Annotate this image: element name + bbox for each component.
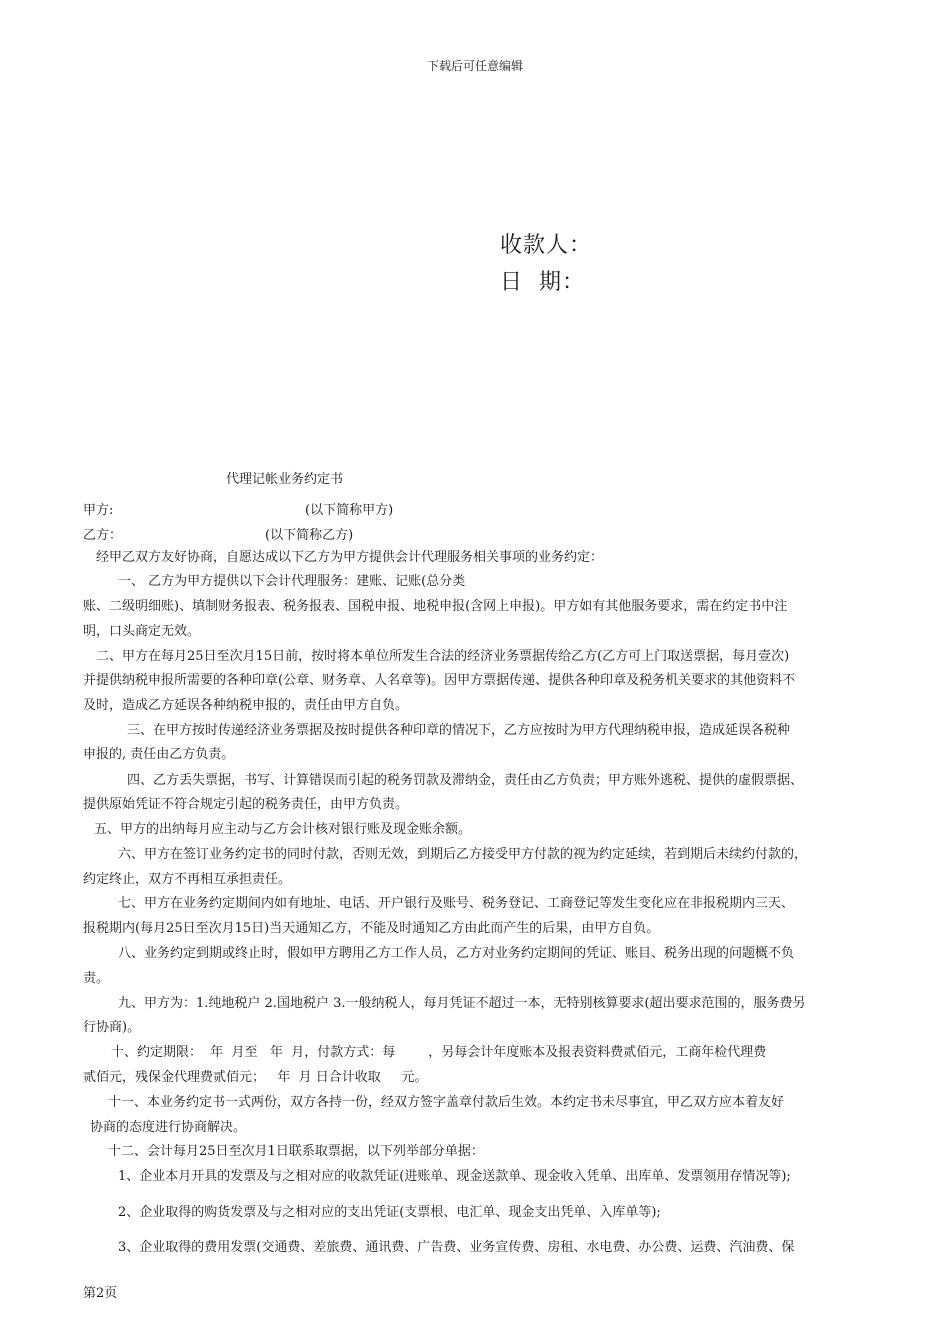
clause-11-line: 协商的态度进行协商解决。 xyxy=(90,1120,247,1135)
clause-2-line: 并提供纳税申报所需要的各种印章(公章、财务章、人名章等)。因甲方票据传递、提供各种印章及税务机关要求的其他资料不 xyxy=(83,673,796,688)
party-a-suffix: (以下简称甲方) xyxy=(305,503,394,518)
clause-12-line: 十二、会计每月25日至次月1日联系取票据，以下列举部分单据： xyxy=(108,1144,484,1159)
party-a-label: 甲方: xyxy=(83,503,114,518)
clause-8-line: 八、业务约定到期或终止时，假如甲方聘用乙方工作人员，乙方对业务约定期间的凭证、账目、税务出现的问题概不负 xyxy=(118,946,795,961)
clause-6-line: 六、甲方在签订业务约定书的同时付款，否则无效，到期后乙方接受甲方付款的视为约定延续，若到期后未续约付款的， xyxy=(118,847,808,862)
clause-9-line: 行协商)。 xyxy=(83,1020,141,1035)
clause-1-line: 账、二级明细账)、填制财务报表、税务报表、国税申报、地税申报(含网上申报)。甲方如有其他服务要求，需在约定书中注 xyxy=(83,599,788,614)
intro-line: 经甲乙双方友好协商，自愿达成以下乙方为甲方提供会计代理服务相关事项的业务约定： xyxy=(96,550,604,565)
clause-10-line: 十、约定期限： 年 月至 年 月，付款方式：每 ，另每会计年度账本及报表资料费贰佰元，工商年检代理费 xyxy=(111,1045,767,1060)
header-note: 下载后可任意编辑 xyxy=(426,59,523,73)
date-label: 日 期： xyxy=(500,270,585,295)
page-number: 第2页 xyxy=(83,1286,118,1301)
clause-7-line: 七、甲方在业务约定期间内如有地址、电话、开户银行及账号、税务登记、工商登记等发生变化应在非报税期内三天、 xyxy=(118,896,795,911)
clause-1-line: 明，口头商定无效。 xyxy=(83,624,201,639)
clause-9-line: 九、甲方为：1.纯地税户 2.国地税户 3.一般纳税人，每月凭证不超过一本，无特别核算要求(超出要求范围的，服务费另 xyxy=(118,996,806,1011)
clause-1-line: 一、 乙方为甲方提供以下会计代理服务：建账、记账(总分类 xyxy=(118,574,466,589)
clause-11-line: 十一、本业务约定书一式两份，双方各持一份，经双方签字盖章付款后生效。本约定书未尽事宜，甲乙双方应本着友好 xyxy=(108,1095,785,1110)
list-item: 3、企业取得的费用发票(交通费、差旅费、通讯费、广告费、业务宣传费、房租、水电费、办公费、运费、汽油费、保 xyxy=(118,1240,795,1255)
clause-3-line: 三、在甲方按时传递经济业务票据及按时提供各种印章的情况下，乙方应按时为甲方代理纳税申报，造成延误各税种 xyxy=(127,723,791,738)
clause-4-line: 提供原始凭证不符合规定引起的税务责任，由甲方负责。 xyxy=(83,797,409,812)
clause-5-line: 五、甲方的出纳每月应主动与乙方会计核对银行账及现金账余额。 xyxy=(94,822,472,837)
clause-2-line: 及时，造成乙方延误各种纳税申报的，责任由甲方自负。 xyxy=(83,698,409,713)
list-item: 1、企业本月开具的发票及与之相对应的收款凭证(进账单、现金送款单、现金收入凭单、出库单、发票领用存情况等); xyxy=(118,1169,791,1184)
payee-label: 收款人： xyxy=(500,233,593,258)
clause-10-line: 贰佰元，残保金代理费贰佰元； 年 月 日合计收取 元。 xyxy=(83,1070,428,1085)
clause-8-line: 责。 xyxy=(83,971,110,986)
party-b-label: 乙方： xyxy=(83,528,123,543)
clause-7-line: 报税期内(每月25日至次月15日)当天通知乙方，不能及时通知乙方由此而产生的后果，由甲方自负。 xyxy=(83,921,660,936)
document-title: 代理记帐业务约定书 xyxy=(226,472,344,487)
list-item: 2、企业取得的购货发票及与之相对应的支出凭证(支票根、电汇单、现金支出凭单、入库单等); xyxy=(118,1205,661,1220)
clause-3-line: 申报的, 责任由乙方负责。 xyxy=(83,747,235,762)
clause-2-line: 二、甲方在每月25日至次月15日前，按时将本单位所发生合法的经济业务票据传给乙方(乙方可上门取送票据，每月壹次) xyxy=(96,649,790,664)
clause-4-line: 四、乙方丢失票据，书写、计算错误而引起的税务罚款及滞纳金，责任由乙方负责；甲方账外逃税、提供的虚假票据、 xyxy=(127,773,804,788)
party-b-suffix: (以下简称乙方) xyxy=(265,528,354,543)
clause-6-line: 约定终止，双方不再相互承担责任。 xyxy=(83,872,292,887)
